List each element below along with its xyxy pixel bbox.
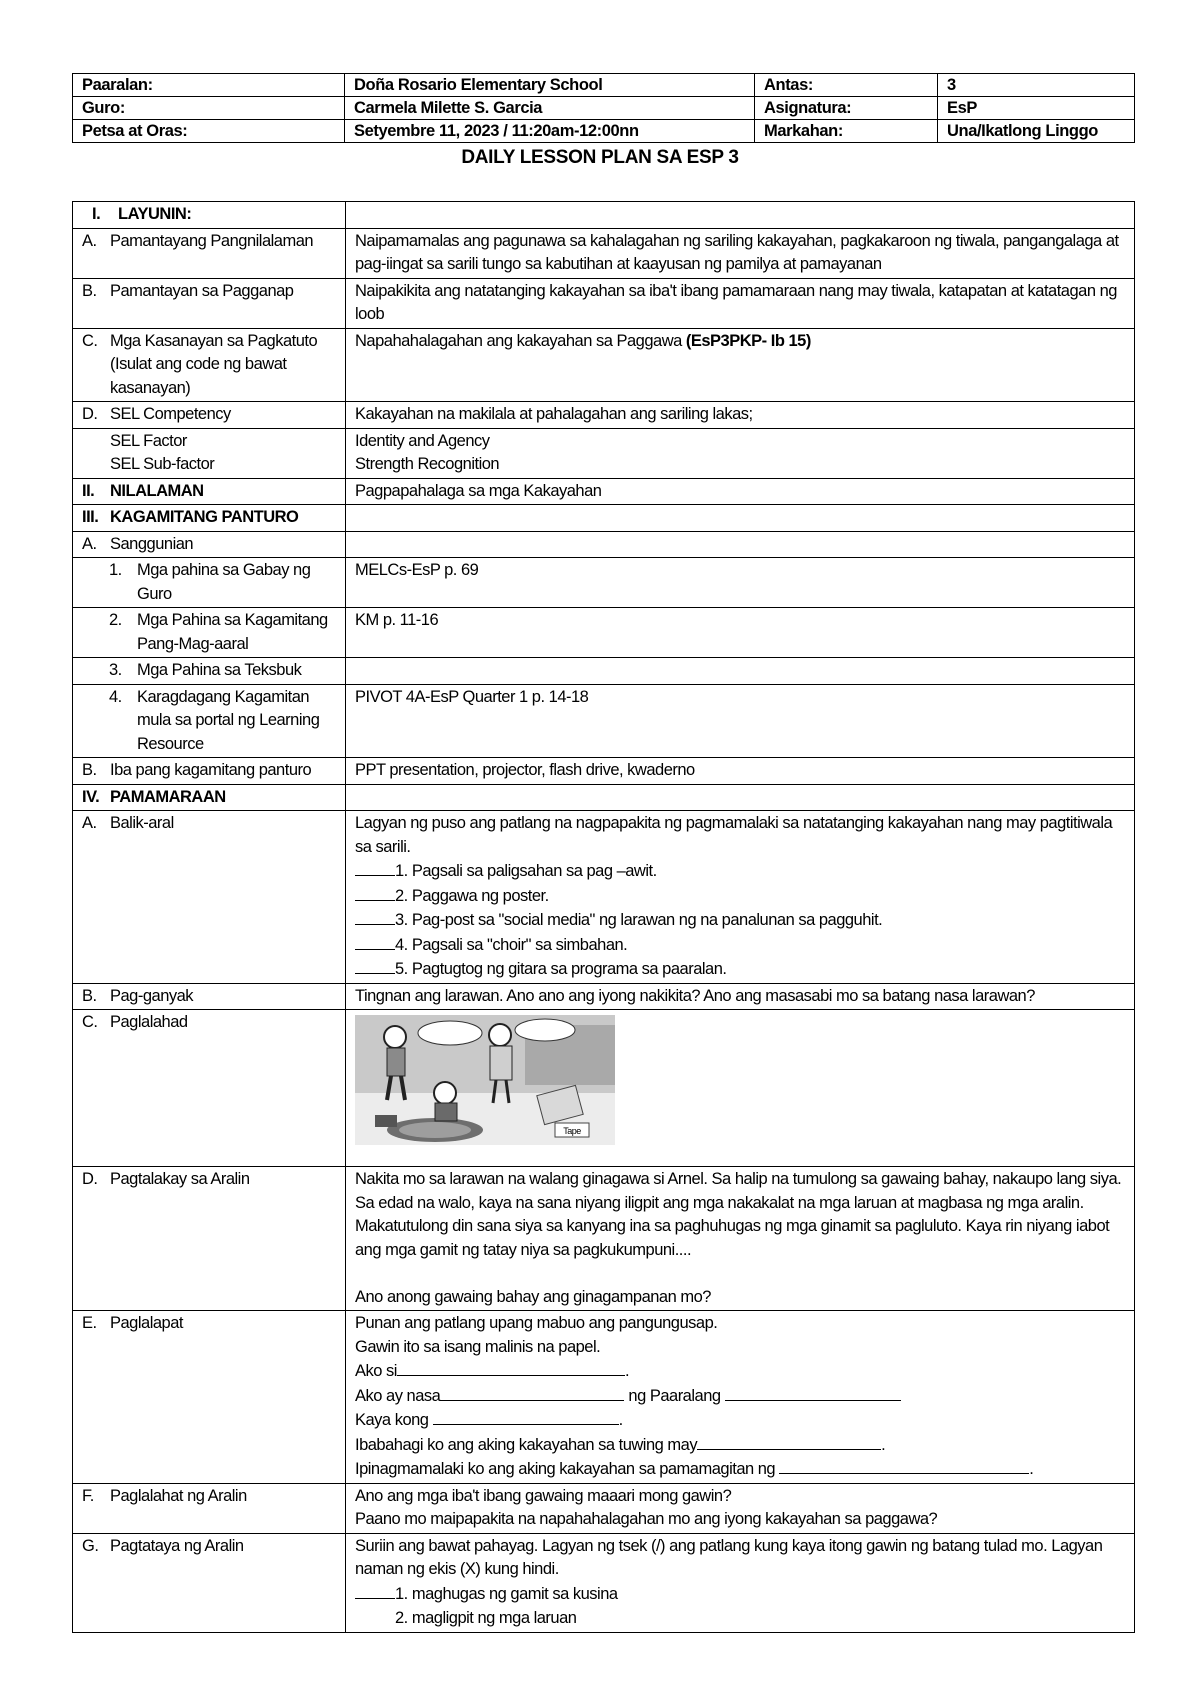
answer-blank <box>355 908 395 925</box>
sel-factor-label: SEL Factor <box>110 431 187 450</box>
row-label: Mga Kasanayan sa Pagkatuto (Isulat ang code ng bawat kasanayan) <box>110 331 318 397</box>
answer-blank <box>355 859 395 876</box>
balik-aral-item: 4. Pagsali sa "choir" sa simbahan. <box>355 933 1125 958</box>
balik-aral-item: 5. Pagtugtog ng gitara sa programa sa paaralan. <box>355 957 1125 982</box>
row-ref-pang-mag-aaral: 2. Mga Pahina sa Kagamitang Pang-Mag-aaral KM p. 11-16 <box>73 608 1135 658</box>
fill-blank <box>725 1384 901 1401</box>
row-pagtalakay: D. Pagtalakay sa Aralin Nakita mo sa larawan na walang ginagawa si Arnel. Sa halip na tumulong sa gawaing bahay, nakaupo lang siya. Sa edad na walo, kaya na sana niyang iligpit ang mga nakakalat na mga laruan at magbasa ng mga aralin. Makatutulong din sana siya sa kanyang ina sa paghuhugas ng mga ginamit sa pagluluto. Kaya rin niyang iabot ang mga gamit ng tatay niya sa pagkukumpuni.... Ano anong gawaing bahay ang ginagampanan mo? <box>73 1167 1135 1311</box>
row-text: KM p. 11-16 <box>346 608 1135 658</box>
competency-code: (EsP3PKP- Ib 15) <box>685 331 811 350</box>
tape-label: Tape <box>563 1126 581 1136</box>
header-label: Guro: <box>73 97 345 120</box>
document-title: DAILY LESSON PLAN SA ESP 3 <box>461 147 739 168</box>
row-label: Pagtataya ng Aralin <box>110 1536 244 1555</box>
answer-blank <box>355 957 395 974</box>
fill-blank <box>440 1384 624 1401</box>
layunin-heading: LAYUNIN: <box>118 205 192 223</box>
row-sanggunian: A. Sanggunian <box>73 531 1135 558</box>
row-paglalahat: F. Paglalahat ng Aralin Ano ang mga iba't ibang gawaing maaari mong gawin? Paano mo maipapakita na napahahalagahan mo ang iyong kakayahan sa paggawa? <box>73 1483 1135 1533</box>
fill-blank <box>697 1433 881 1450</box>
row-layunin: I. LAYUNIN: <box>73 202 1135 229</box>
row-label: Pamantayang Pangnilalaman <box>110 231 314 250</box>
header-label: Markahan: <box>755 120 938 143</box>
row-text: Tingnan ang larawan. Ano ano ang iyong nakikita? Ano ang masasabi mo sa batang nasa larawan? <box>346 983 1135 1010</box>
sel-subfactor-value: Strength Recognition <box>355 455 500 473</box>
pagtalakay-question: Ano anong gawaing bahay ang ginagampanan mo? <box>355 1287 711 1306</box>
row-label: SEL Competency <box>110 405 231 423</box>
row-pamamaraan: IV. PAMAMARAAN <box>73 784 1135 811</box>
row-kasanayan: C. Mga Kasanayan sa Pagkatuto (Isulat ang code ng bawat kasanayan) Napahahalagahan ang kakayahan sa Paggawa (EsP3PKP- Ib 15) <box>73 328 1135 402</box>
answer-blank <box>355 933 395 950</box>
balik-aral-item: 2. Paggawa ng poster. <box>355 884 1125 909</box>
row-label: Karagdagang Kagamitan mula sa portal ng Learning Resource <box>137 687 320 753</box>
row-text: Kakayahan na makilala at pahalagahan ang sariling lakas; <box>346 402 1135 429</box>
kagamitan-heading: KAGAMITANG PANTURO <box>110 508 299 526</box>
row-text: MELCs-EsP p. 69 <box>346 558 1135 608</box>
row-label: Paglalahad <box>110 1013 188 1031</box>
pagtalakay-text: Nakita mo sa larawan na walang ginagawa si Arnel. Sa halip na tumulong sa gawaing bahay, nakaupo lang siya. Sa edad na walo, kaya na sana niyang iligpit ang mga nakakalat na mga laruan at magbasa ng mga aralin. Makatutulong din sana siya sa kanyang ina sa paghuhugas ng mga ginamit sa pagluluto. Kaya rin niyang iabot ang mga gamit ng tatay niya sa pagkukumpuni.... <box>355 1170 1122 1259</box>
header-value: Doña Rosario Elementary School <box>345 74 755 97</box>
row-label: Pag-ganyak <box>110 986 194 1005</box>
pagtataya-item: 2. magligpit ng mga laruan <box>355 1606 1125 1631</box>
row-text: Napahahalagahan ang kakayahan sa Paggawa (EsP3PKP- Ib 15) <box>346 328 1135 402</box>
header-row <box>73 97 1135 120</box>
row-label: Mga Pahina sa Kagamitang Pang-Mag-aaral <box>137 611 328 653</box>
row-label: Balik-aral <box>110 814 174 832</box>
fill-blank <box>397 1359 625 1376</box>
header-label: Asignatura: <box>755 97 938 120</box>
balik-aral-instructions: Lagyan ng puso ang patlang na nagpapakita ng pagmamalaki sa natatanging kakayahan nang may pagtitiwala sa sarili. <box>355 814 1113 856</box>
header-row <box>73 74 1135 97</box>
answer-blank <box>355 884 395 901</box>
lesson-plan-table <box>72 201 1135 1633</box>
row-text: PIVOT 4A-EsP Quarter 1 p. 14-18 <box>346 684 1135 758</box>
header-value: EsP <box>938 97 1135 120</box>
header-row <box>73 120 1135 143</box>
row-label: Mga Pahina sa Teksbuk <box>137 661 302 679</box>
row-sel-competency: D. SEL Competency Kakayahan na makilala at pahalagahan ang sariling lakas; <box>73 402 1135 429</box>
row-paglalahad: C. Paglalahad Tape <box>73 1010 1135 1167</box>
row-label: Paglalahat ng Aralin <box>110 1486 247 1505</box>
header-value: 3 <box>938 74 1135 97</box>
header-value: Setyembre 11, 2023 / 11:20am-12:00nn <box>345 120 755 143</box>
row-ref-gabay-guro: 1. Mga pahina sa Gabay ng Guro MELCs-EsP p. 69 <box>73 558 1135 608</box>
answer-blank <box>355 1606 395 1623</box>
fill-blank <box>433 1408 619 1425</box>
row-label: Pagtalakay sa Aralin <box>110 1170 250 1188</box>
header-label: Petsa at Oras: <box>73 120 345 143</box>
row-pagtataya: G. Pagtataya ng Aralin Suriin ang bawat pahayag. Lagyan ng tsek (/) ang patlang kung kaya itong gawin ng batang tulad mo. Lagyan naman ng ekis (X) kung hindi. 1. maghugas ng gamit sa kusina 2. magligpit ng mga laruan <box>73 1533 1135 1632</box>
header-value: Una/Ikatlong Linggo <box>938 120 1135 143</box>
row-text: Naipakikita ang natatanging kakayahan sa iba't ibang pamamaraan nang may tiwala, katapatan at katatagan ng loob <box>346 278 1135 328</box>
row-text: Pagpapahalaga sa mga Kakayahan <box>346 478 1135 505</box>
header-label: Paaralan: <box>73 74 345 97</box>
pagtataya-item: 1. maghugas ng gamit sa kusina <box>355 1582 1125 1607</box>
answer-blank <box>355 1582 395 1599</box>
row-ref-teksbuk: 3. Mga Pahina sa Teksbuk <box>73 658 1135 685</box>
row-label: Iba pang kagamitang panturo <box>110 761 312 779</box>
header-label: Antas: <box>755 74 938 97</box>
row-label: Mga pahina sa Gabay ng Guro <box>137 561 311 603</box>
row-label: Sanggunian <box>110 534 194 553</box>
pamamaraan-heading: PAMAMARAAN <box>110 787 226 806</box>
nilalaman-heading: NILALAMAN <box>110 481 204 500</box>
row-sel-factor <box>73 428 1135 478</box>
row-text <box>346 658 1135 685</box>
row-nilalaman: II. NILALAMAN Pagpapahalaga sa mga Kakayahan <box>73 478 1135 505</box>
header-value: Carmela Milette S. Garcia <box>345 97 755 120</box>
row-text: PPT presentation, projector, flash drive, kwaderno <box>346 758 1135 785</box>
row-ref-karagdagan: 4. Karagdagang Kagamitan mula sa portal ng Learning Resource PIVOT 4A-EsP Quarter 1 p. 14-18 <box>73 684 1135 758</box>
row-paglalapat: E. Paglalapat Punan ang patlang upang mabuo ang pangungusap. Gawin ito sa isang malinis na papel. Ako si . Ako ay nasa ng Paaralang Kaya kong . Ibabahagi ko ang aking kakayahan sa tuwing may . Ipinagmamalaki ko ang aking kakayahan sa pamamagitan ng . <box>73 1311 1135 1484</box>
row-label: Paglalapat <box>110 1314 183 1332</box>
balik-aral-item: 1. Pagsali sa paligsahan sa pag –awit. <box>355 859 1125 884</box>
header-table <box>72 73 1135 143</box>
sel-factor-value: Identity and Agency <box>355 431 490 450</box>
row-balik-aral: A. Balik-aral Lagyan ng puso ang patlang na nagpapakita ng pagmamalaki sa natatanging kakayahan nang may pagtitiwala sa sarili. 1. Pagsali sa paligsahan sa pag –awit. 2. Paggawa ng poster. 3. Pag-post sa "social media" ng larawan ng na panalunan sa pagguhit. 4. Pagsali sa "choir" sa simbahan. 5. Pagtugtog ng gitara sa programa sa paaralan. <box>73 811 1135 984</box>
row-kagamitan: III. KAGAMITANG PANTURO <box>73 505 1135 532</box>
balik-aral-items <box>355 859 1125 982</box>
row-pag-ganyak: B. Pag-ganyak Tingnan ang larawan. Ano ano ang iyong nakikita? Ano ang masasabi mo sa batang nasa larawan? <box>73 983 1135 1010</box>
balik-aral-item: 3. Pag-post sa "social media" ng larawan ng na panalunan sa pagguhit. <box>355 908 1125 933</box>
pagtataya-items <box>355 1582 1125 1631</box>
row-iba-pang-kagamitan: B. Iba pang kagamitang panturo PPT presentation, projector, flash drive, kwaderno <box>73 758 1135 785</box>
illustration-children-image <box>355 1015 615 1145</box>
sel-subfactor-label: SEL Sub-factor <box>110 455 215 473</box>
row-text: Naipamamalas ang pagunawa sa kahalagahan ng sariling kakayahan, pagkakaroon ng tiwala, pangangalaga at pag-iingat sa sarili tungo sa kabutihan at kaayusan ng pamilya at pamayanan <box>346 228 1135 278</box>
row-pamantayang-pangnilalaman: A. Pamantayang Pangnilalaman Naipamamalas ang pagunawa sa kahalagahan ng sariling kakayahan, pagkakaroon ng tiwala, pangangalaga at pag-iingat sa sarili tungo sa kabutihan at kaayusan ng pamilya at pamayanan <box>73 228 1135 278</box>
row-pamantayan-sa-pagganap: B. Pamantayan sa Pagganap Naipakikita ang natatanging kakayahan sa iba't ibang pamamaraan nang may tiwala, katapatan at katatagan ng loob <box>73 278 1135 328</box>
row-label: Pamantayan sa Pagganap <box>110 281 294 300</box>
fill-blank <box>779 1457 1029 1474</box>
